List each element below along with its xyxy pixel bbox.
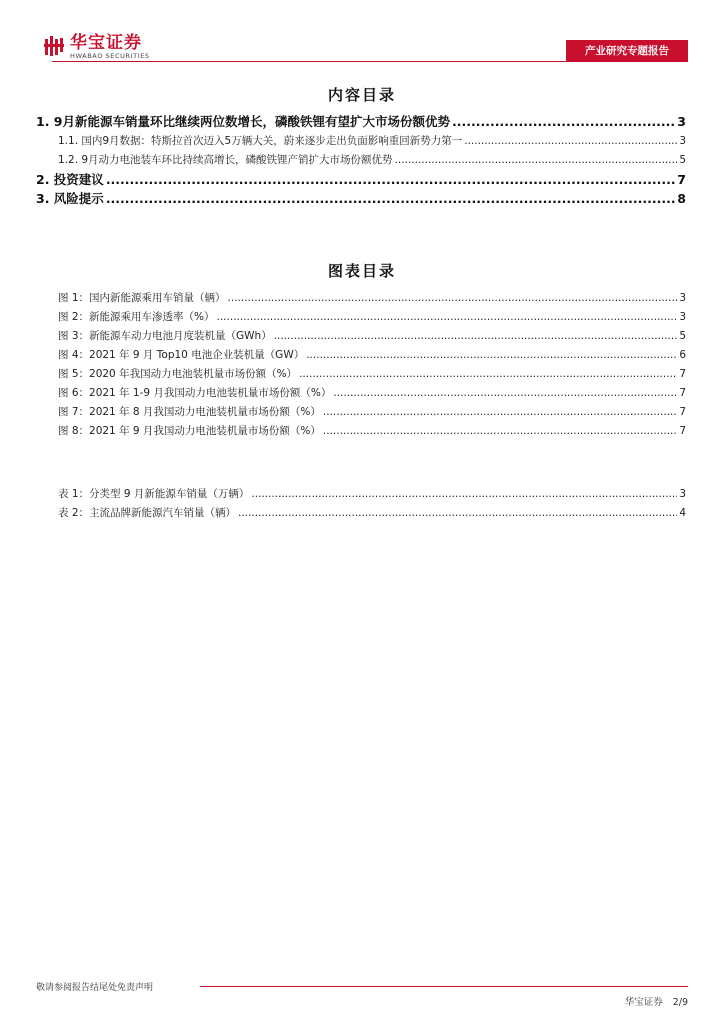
- toc-item-text: 2. 投资建议: [36, 172, 104, 187]
- toc-title: 内容目录: [327, 86, 396, 104]
- figure-item-text: 图 8：2021 年 9 月我国动力电池装机量市场份额（%）: [58, 425, 321, 437]
- report-category-badge: 产业研究专题报告: [566, 40, 688, 61]
- page-header: [0, 0, 724, 64]
- figure-item[interactable]: [58, 309, 686, 324]
- table-item-page: 4: [679, 507, 686, 519]
- figure-item[interactable]: [58, 366, 686, 381]
- toc-leader-dots: [228, 292, 678, 304]
- toc-item[interactable]: [36, 170, 686, 188]
- figure-item-page: 7: [679, 368, 686, 380]
- toc-item[interactable]: [36, 189, 686, 207]
- toc-item-text: 1. 9月新能源车销量环比继续两位数增长，磷酸铁锂有望扩大市场份额优势: [36, 114, 450, 129]
- figure-item[interactable]: [58, 385, 686, 400]
- toc-leader-dots: [299, 368, 677, 380]
- toc-item-page: 3: [679, 135, 686, 147]
- figure-item-text: 图 5：2020 年我国动力电池装机量市场份额（%）: [58, 368, 298, 380]
- toc-item-text: 1.2. 9月动力电池装车环比持续高增长，磷酸铁锂产销扩大市场份额优势: [58, 154, 393, 166]
- figure-item[interactable]: [58, 290, 686, 305]
- footer-company: 华宝证券: [624, 997, 663, 1008]
- figure-item-page: 6: [679, 349, 686, 361]
- toc-item-page: 7: [677, 172, 686, 187]
- footer-divider: [200, 986, 688, 987]
- toc-leader-dots: [274, 330, 678, 342]
- toc-leader-dots: [333, 387, 677, 399]
- figure-item[interactable]: [58, 347, 686, 362]
- toc-item[interactable]: [58, 152, 686, 167]
- figure-item-page: 3: [679, 311, 686, 323]
- toc-leader-dots: [395, 154, 678, 166]
- toc-leader-dots: [452, 114, 675, 129]
- figure-item[interactable]: [58, 423, 686, 438]
- table-item[interactable]: [58, 505, 686, 520]
- table-item-text: 表 2：主流品牌新能源汽车销量（辆）: [58, 507, 237, 519]
- toc-leader-dots: [251, 488, 677, 500]
- footer-page-number: 2/9: [672, 997, 688, 1008]
- figure-item-text: 图 1：国内新能源乘用车销量（辆）: [58, 292, 226, 304]
- toc-leader-dots: [323, 406, 677, 418]
- figures-title: 图表目录: [327, 262, 396, 280]
- logo-chinese-name: 华宝证券: [70, 33, 142, 53]
- toc-leader-dots: [106, 172, 675, 187]
- figure-item-page: 7: [679, 406, 686, 418]
- toc-item-text: 3. 风险提示: [36, 191, 104, 206]
- toc-leader-dots: [306, 349, 677, 361]
- toc-item[interactable]: [36, 112, 686, 130]
- toc-item-text: 1.1. 国内9月数据：特斯拉首次迈入5万辆大关，蔚来逐步走出负面影响重回新势力第一: [58, 135, 463, 147]
- table-item[interactable]: [58, 486, 686, 501]
- toc-leader-dots: [238, 507, 677, 519]
- footer-disclaimer: 敬请参阅报告结尾处免责声明: [36, 983, 154, 993]
- figure-item-text: 图 4：2021 年 9 月 Top10 电池企业装机量（GW）: [58, 349, 305, 361]
- figure-item-page: 5: [679, 330, 686, 342]
- toc-leader-dots: [464, 135, 677, 147]
- figure-item[interactable]: [58, 404, 686, 419]
- toc-leader-dots: [323, 425, 677, 437]
- toc-item-page: 8: [677, 191, 686, 206]
- figure-item-text: 图 2：新能源乘用车渗透率（%）: [58, 311, 215, 323]
- company-logo: [44, 34, 150, 61]
- table-item-text: 表 1：分类型 9 月新能源车销量（万辆）: [58, 488, 250, 500]
- figure-item-page: 3: [679, 292, 686, 304]
- toc-leader-dots: [106, 191, 675, 206]
- toc-item-page: 5: [679, 154, 686, 166]
- figure-item-page: 7: [679, 387, 686, 399]
- figure-item-text: 图 6：2021 年 1-9 月我国动力电池装机量市场份额（%）: [58, 387, 332, 399]
- figure-item-text: 图 7：2021 年 8 月我国动力电池装机量市场份额（%）: [58, 406, 321, 418]
- figure-item-page: 7: [679, 425, 686, 437]
- footer-info: [625, 994, 688, 1008]
- figure-item[interactable]: [58, 328, 686, 343]
- toc-item[interactable]: [58, 133, 686, 148]
- figure-item-text: 图 3：新能源车动力电池月度装机量（GWh）: [58, 330, 272, 342]
- hwabao-logo-icon: [44, 34, 66, 58]
- table-item-page: 3: [679, 488, 686, 500]
- logo-english-name: HWABAO SECURITIES: [70, 52, 150, 60]
- toc-item-page: 3: [677, 114, 686, 129]
- header-divider: [52, 61, 688, 62]
- toc-leader-dots: [217, 311, 678, 323]
